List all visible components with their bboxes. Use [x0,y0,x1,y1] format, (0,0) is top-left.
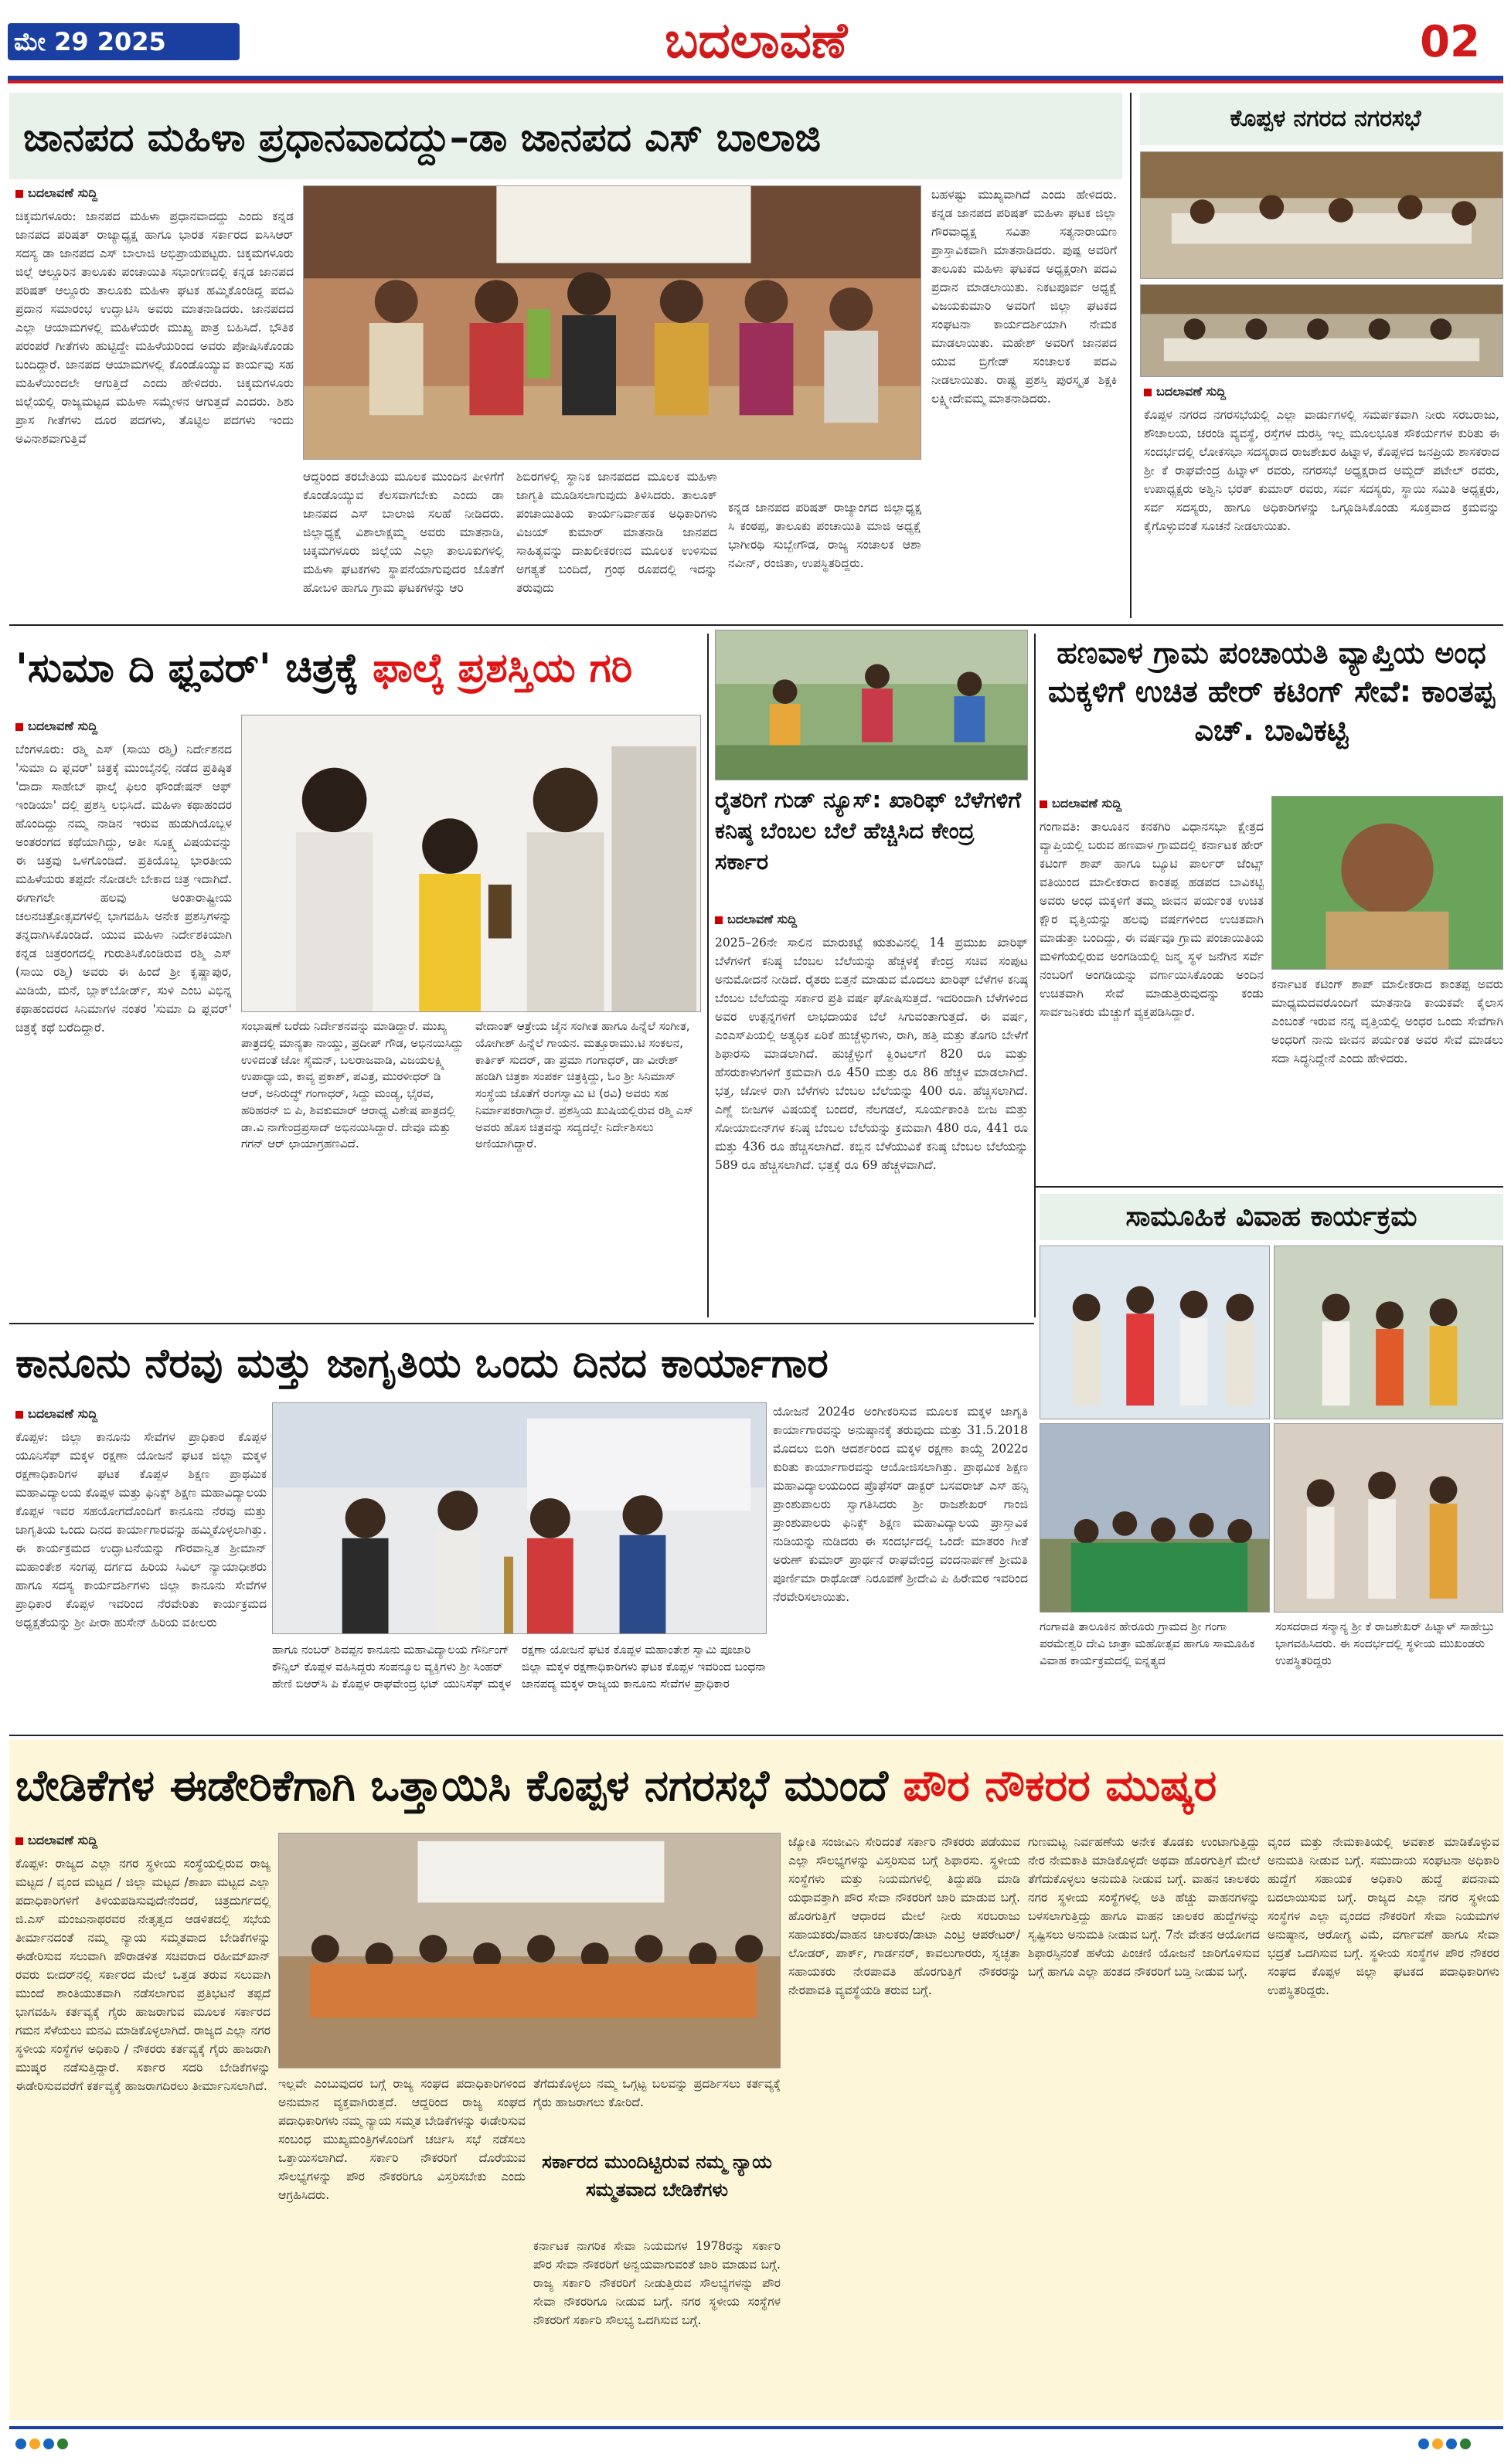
story1-bottom2: ಶಿಬಿರಗಳಲ್ಲಿ ಸ್ಥಾನಿಕ ಜಾನಪದದ ಮೂಲಕ ಮಹಿಳಾ ಜಾಗೃತಿ ಮೂಡಿಸಲಾಗುವುದು ತಿಳಿಸಿದರು. ತಾಲೂಕ್ ಪಂಚಾಯಿತಿಯ ಕಾರ್ಯನಿರ್ವಾಹಕ ಅಧಿಕಾರಿಗಳು ವಿಜಯ್ ಕುಮಾರ್ ಮಾತನಾಡಿ ಜಾನಪದ ಸಾಹಿತ್ಯವನ್ನು ದಾಖಲೀಕರಣದ ಮೂಲಕ ಉಳಿಸುವ ಅಗತ್ಯತೆ ಬಂದಿದೆ, ಗ್ರಂಥ ರೂಪದಲ್ಲಿ ಇದನ್ನು ತರುವುದು [516,470,717,596]
page-number: 02 [1420,17,1480,67]
story1-bottom1: ಆದ್ದರಿಂದ ತರಬೇತಿಯ ಮೂಲಕ ಮುಂದಿನ ಪೀಳಿಗೆಗೆ ಕೊಂಡೊಯ್ಯುವ ಕೆಲಸವಾಗಬೇಕು ಎಂದು ಡಾ ಜಾನಪದ ಎಸ್ ಬಾಲಾಜಿ ಸಲಹೆ ನೀಡಿದರು. ಜಿಲ್ಲಾಧ್ಯಕ್ಷೆ ವಿಶಾಲಾಕ್ಷಮ್ಮ ಅವರು ಮಾತನಾಡಿ, ಚಿಕ್ಕಮಗಳೂರು ಜಿಲ್ಲೆಯ ಎಲ್ಲಾ ತಾಲೂಕುಗಳಲ್ಲಿ ಮಹಿಳಾ ಘಟಕಗಳು ಸ್ಥಾಪನೆಯಾಗುವುದರ ಜೊತೆಗೆ ಹೋಬಳಿ ಹಾಗೂ ಗ್ರಾಮ ಘಟಕಗಳನ್ನು ಆರಿ [303,470,504,596]
story8-col4: ವೃಂದ ಮತ್ತು ನೇಮಕಾತಿಯಲ್ಲಿ ಅವಕಾಶ ಮಾಡಿಕೊಳ್ಳುವ ಅನುಮತಿ ನೀಡುವ ಬಗ್ಗೆ. ಸಮುದಾಯ ಸಂಘಟನಾ ಅಧಿಕಾರಿ ಹುದ್ದೆಗೆ ಸಹಾಯಕ ಅಧಿಕಾರಿ ಹುದ್ದೆ ಪದನಾಮ ಬದಲಾಯಿಸುವ ಬಗ್ಗೆ. ರಾಜ್ಯದ ಎಲ್ಲಾ ನಗರ ಸ್ಥಳೀಯ ಸಂಸ್ಥೆಗಳ ಎಲ್ಲಾ ವೃಂದದ ನೌಕರರಿಗೆ ಸೇವಾ ನಿಯಮಗಳ ಅನುಷ್ಠಾನ, ಆರೋಗ್ಯ ವಿಮೆ, ವರ್ಗಾವಣೆ ಹಾಗೂ ಸೇವಾ ಭದ್ರತೆ ಒದಗಿಸುವ ಬಗ್ಗೆ. ಸ್ಥಳೀಯ ಸಂಸ್ಥೆಗಳ ಪೌರ ನೌಕರರ ಸಂಘದ ಕೊಪ್ಪಳ ಜಿಲ್ಲಾ ಘಟಕದ ಪದಾಧಿಕಾರಿಗಳು ಉಪಸ್ಥಿತರಿದ್ದರು. [1268,1835,1499,1998]
story8-pull-quote: ಸರ್ಕಾರದ ಮುಂದಿಟ್ಟಿರುವ ನಮ್ಮ ನ್ಯಾಯ ಸಮ್ಮತವಾದ ಬೇಡಿಕೆಗಳು [542,2151,772,2201]
footer-dot [1418,2439,1429,2449]
story5-headline: ಹಣವಾಳ ಗ್ರಾಮ ಪಂಚಾಯತಿ ವ್ಯಾಪ್ತಿಯ ಅಂಧ ಮಕ್ಕಳಿಗೆ ಉಚಿತ ಹೇರ್ ಕಟಿಂಗ್ ಸೇವೆ: ಕಾಂತಪ್ಪ ಎಚ್. ಬಾವಿಕಟ್ಟಿ [1047,636,1495,747]
story3-byline: ಬದಲಾವಣೆ ಸುದ್ದಿ [15,719,232,739]
story3-col1: ಬೆಂಗಳೂರು: ರಶ್ಮಿ ಎಸ್ (ಸಾಯಿ ರಶ್ಮಿ) ನಿರ್ದೇಶನದ 'ಸುಮಾ ದಿ ಫ್ಲವರ್' ಚಿತ್ರಕ್ಕೆ ಮುಂಬೈನಲ್ಲಿ ನಡೆದ ಪ್ರತಿಷ್ಠಿತ 'ದಾದಾ ಸಾಹೇಬ್ ಫಾಲ್ಕೆ ಫಿಲಂ ಫೌಂಡೇಷನ್ ಆಫ್ ಇಂಡಿಯಾ' ದಲ್ಲಿ ಪ್ರಶಸ್ತಿ ಲಭಿಸಿದೆ. ಮಹಿಳಾ ಕಥಾಹಂದರ ಹೊಂದಿದ್ದು ನಮ್ಮ ನಾಡಿನ ಇರುವ ಹುಡುಗಿಯೊಬ್ಬಳ ಅಂತರಂಗದ ಕಥೆಯಾಗಿದ್ದು, ಅತೀ ಸೂಕ್ಷ್ಮ ವಿಷಯವನ್ನು ಈ ಚಿತ್ರವು ಒಳಗೊಂಡಿದೆ. ಪ್ರತಿಯೊಬ್ಬ ಭಾರತೀಯ ಮಹಿಳೆಯರು ತಪ್ಪದೇ ನೋಡಲೇ ಬೇಕಾದ ಚಿತ್ರ ಇದಾಗಿದೆ. ಈಗಾಗಲೇ ಹಲವು ಅಂತಾರಾಷ್ಟ್ರೀಯ ಚಲನಚಿತ್ರೋತ್ಸವಗಳಲ್ಲಿ ಭಾಗವಹಿಸಿ ಅನೇಕ ಪ್ರಶಸ್ತಿಗಳನ್ನು ತನ್ನದಾಗಿಸಿಕೊಂಡಿದೆ. ಯುವ ಮಹಿಳಾ ನಿರ್ದೇಶಕಿಯಾಗಿ ಕನ್ನಡ ಚಿತ್ರರಂಗದಲ್ಲಿ ಗುರುತಿಸಿಕೊಂಡಿರುವ ರಶ್ಮಿ ಎಸ್ (ಸಾಯಿ ರಶ್ಮಿ) ಅವರು ಈ ಹಿಂದೆ ಶ್ರೀ ಕೃಷ್ಣಾಪುರ, ಮಿಡಿಯೆ, ಮನೆ, ಬ್ಲಾಕ್‌ಬೋರ್ಡ್, ಸುಳಿ ಎಂಬ ವಿಭಿನ್ನ ಕಥಾಹಂದರದ ಸಿನಿಮಾಗಳ ನಂತರ 'ಸುಮಾ ದಿ ಫ್ಲವರ್' ಚಿತ್ರಕ್ಕೆ ಕಥೆ ಬರೆದಿದ್ದಾರೆ. [15,743,232,1035]
story8-col3: ಗುಣಮಟ್ಟ ನಿರ್ವಹಣೆಯ ಅನೇಕ ತೊಡಕು ಉಂಟಾಗುತ್ತಿದ್ದು ನೇರ ನೇಮಕಾತಿ ಮಾಡಿಕೊಳ್ಳದೇ ಅಥವಾ ಹೊರಗುತ್ತಿಗೆ ಮೇಲೆ ತೆಗೆದುಕೊಳ್ಳಲು ಅನುಮತಿ ನೀಡುವ ಬಗ್ಗೆ. ವಾಹನ ಚಾಲಕರು ನಗರ ಸ್ಥಳೀಯ ಸಂಸ್ಥೆಗಳಲ್ಲಿ ಅತಿ ಹೆಚ್ಚು ವಾಹನಗಳನ್ನು ಬಳಸಲಾಗುತ್ತಿದ್ದು ಹಾಗೂ ವಾಹನ ಚಾಲಕರ ಹುದ್ದೆಗಳನ್ನು ಸೃಷ್ಟಿಸಲು ಅನುಮತಿ ನೀಡುವ ಬಗ್ಗೆ. 7ನೇ ವೇತನ ಆಯೋಗದ ಶಿಫಾರಸ್ಸಿನಂತೆ ಹಳೆಯ ಪಿಂಚಣಿ ಯೋಜನೆ ಜಾರಿಗೊಳಿಸುವ ಬಗ್ಗೆ ಹಾಗೂ ಎಲ್ಲಾ ಹಂತದ ನೌಕರರಿಗೆ ಬಡ್ತಿ ನೀಡುವ ಬಗ್ಗೆ. [1028,1835,1260,1980]
story2-byline: ಬದಲಾವಣೆ ಸುದ್ದಿ [1144,384,1492,404]
footer-dot [1446,2439,1457,2449]
masthead-rule-red [8,80,1503,83]
story7-byline: ಬದಲಾವಣೆ ಸುದ್ದಿ [15,1406,263,1426]
story3-photo [241,715,701,1012]
story8-byline: ಬದಲಾವಣೆ ಸುದ್ದಿ [15,1833,271,1853]
story3-headline-accent: ಫಾಲ್ಕೆ ಪ್ರಶಸ್ತಿಯ ಗರಿ [373,645,633,692]
story1-byline: ಬದಲಾವಣೆ ಸುದ್ದಿ [15,185,294,206]
story2-body: ಕೊಪ್ಪಳ ನಗರದ ನಗರಸಭೆಯಲ್ಲಿ ಎಲ್ಲಾ ವಾರ್ಡುಗಳಲ್ಲಿ ಸಮರ್ಪಕವಾಗಿ ನೀರು ಸರಬರಾಜು, ಶೌಚಾಲಯ, ಚರಂಡಿ ವ್ಯವಸ್ಥೆ, ರಸ್ತೆಗಳ ದುರಸ್ತಿ ಇಲ್ಲ ಮೂಲಭೂತ ಸೌಕರ್ಯಗಳ ಕುರಿತು ಈ ಸಂದರ್ಭದಲ್ಲಿ ಲೋಕಸಭಾ ಸದಸ್ಯರಾದ ರಾಜಶೇಖರ ಹಿಟ್ನಾಳ, ಕೊಪ್ಪಳದ ಜನಪ್ರಿಯ ಶಾಸಕರಾದ ಶ್ರೀ ಕೆ ರಾಘವೇಂದ್ರ ಹಿಟ್ನಾಳ್ ರವರು, ನಗರಸಭೆ ಅಧ್ಯಕ್ಷರಾದ ಅಮ್ಜದ್ ಪಟೇಲ್ ರವರು, ಉಪಾಧ್ಯಕ್ಷರು ಅಶ್ವಿನಿ ಭರತ್ ಕುಮಾರ್ ರವರು, ಸರ್ವ ಸದಸ್ಯರು, ಸ್ಥಾಯಿ ಸಮಿತಿ ಅಧ್ಯಕ್ಷರು, ಸರ್ವ ಸದಸ್ಯರು, ಹಾಗೂ ಅಧಿಕಾರಿಗಳನ್ನು ಒಗ್ಗೂಡಿಸಿಕೊಂಡು ಸೂಕ್ತವಾದ ಕ್ರಮವನ್ನು ಕೈಗೊಳ್ಳುವಂತೆ ಸೂಚನೆ ನೀಡಲಾಯಿತು. [1144,408,1499,534]
story7-col2: ಯೋಜನೆ 2024ರ ಅಂಗೀಕರಿಸುವ ಮೂಲಕ ಮಕ್ಕಳ ಜಾಗೃತಿ ಕಾರ್ಯಾಗಾರವನ್ನು ಅನುಷ್ಠಾನಕ್ಕೆ ತರುವುದು ಮತ್ತು 31.5.2018 ಮೊದಲು ಬಿಂಗಿ ಆದರ್ಶರಿಂದ ಮಕ್ಕಳ ರಕ್ಷಣಾ ಕಾಯ್ದೆ 2022ರ ಕುರಿತು ಕಾರ್ಯಾಗಾರವನ್ನು ಆಯೋಜಿಸಲಾಗಿತ್ತು. ಪ್ರಾಥಮಿಕ ಶಿಕ್ಷಣ ಮಹಾವಿದ್ಯಾಲಯದಿಂದ ಪ್ರೊಫೆಸರ್ ಡಾಕ್ಟರ್ ಬಸವರಾಜ್ ಎಸ್ ಹನ್ಸಿ ಪ್ರಾಂಶುಪಾಲರು ಸ್ವಾಗತಿಸಿದರು ಶ್ರೀ ರಾಜಶೇಖರ್ ಗಾಂಜಿ ಪ್ರಾಂಶುಪಾಲರು ಫಿನಿಕ್ಸ್ ಶಿಕ್ಷಣ ಮಹಾವಿದ್ಯಾಲಯ ಪ್ರಾಸ್ತಾವಿಕ ನುಡಿಯನ್ನು ನುಡಿದರು ಈ ಸಂದರ್ಭದಲ್ಲಿ ಒಂದೇ ಮಾತರಂ ಗೀತೆ ಅರುಣ್ ಕುಮಾರ್ ಪ್ರಾರ್ಥನೆ ರಾಘವೇಂದ್ರ ವಂದನಾರ್ಪಣೆ ಶ್ರೀಮತಿ ಪೂರ್ಣಿಮಾ ರಾಥೋಡ್ ನಿರೂಪಣೆ ಶ್ರೀದೇವಿ ಪಿ ಹಿರೇಮಠ ಇವರಿಂದ ನೆರವೇರಿಸಲಾಯಿತು. [773,1405,1028,1605]
divider-v1 [1130,93,1132,618]
story6-caption-2: ಸಂಸದರಾದ ಸನ್ಮಾನ್ಯ ಶ್ರೀ ಕೆ ರಾಜಶೇಖರ್ ಹಿಟ್ನಾಳ್ ಸಾಹೇಬ್ರು ಭಾಗವಹಿಸಿದರು. ಈ ಸಂದರ್ಭದಲ್ಲಿ ಸ್ಥಳೀಯ ಮುಖಂಡರು ಉಪಸ್ಥಿತರಿದ್ದರು [1275,1619,1495,1667]
story4-photo [715,630,1028,780]
story6-photo-1 [1040,1246,1270,1419]
footer-dot [1432,2439,1443,2449]
divider-h4 [9,1735,1503,1736]
footer-dots-right [1418,2438,1511,2453]
footer-rule [9,2426,1503,2429]
story1-headline: ಜಾನಪದ ಮಹಿಳಾ ಪ್ರಧಾನವಾದದ್ದು–ಡಾ ಜಾನಪದ ಎಸ್ ಬಾಲಾಜಿ [23,115,822,160]
story3-col2: ಸಂಭಾಷಣೆ ಬರೆದು ನಿರ್ದೇಶನವನ್ನು ಮಾಡಿದ್ದಾರೆ. ಮುಖ್ಯ ಪಾತ್ರದಲ್ಲಿ ಮಾನ್ಯತಾ ನಾಯ್ಡು, ಪ್ರದೀಪ್ ಗೌಡ, ಅಭಿನಯಿಸಿದ್ದು ಉಳಿದಂತೆ ಜೋ ಸೈಮನ್, ಬಲರಾಜವಾಡಿ, ವಿಜಯಲಕ್ಷ್ಮಿ ಉಪಾಧ್ಯಾಯ, ಕಾವ್ಯ ಪ್ರಕಾಶ್, ಪವಿತ್ರ, ಮುರಳೀಧರ್ ಡಿ ಆರ್, ಅನಿರುದ್ಧ್ ಗಂಗಾಧರ್, ಸಿದ್ದು ಮಂಡ್ಯ, ಭೈರವ, ಹರಿಹರನ್ ಬಿ ಪಿ, ಶಿವಕುಮಾರ್ ಆರಾಧ್ಯ ವಿಶೇಷ ಪಾತ್ರದಲ್ಲಿ ಡಾ.ವಿ ನಾಗೇಂದ್ರಪ್ರಸಾದ್ ಅಭಿನಯಿಸಿದ್ದಾರೆ. ದೇವೂ ಮತ್ತು ಗಗನ್ ಆರ್ ಛಾಯಾಗ್ರಹಣವಿದೆ. [241,1019,464,1151]
story4-headline: ರೈತರಿಗೆ ಗುಡ್ ನ್ಯೂಸ್: ಖಾರಿಫ್ ಬೆಳೆಗಳಿಗೆ ಕನಿಷ್ಠ ಬೆಂಬಲ ಬೆಲೆ ಹೆಚ್ಚಿಸಿದ ಕೇಂದ್ರ ಸರ್ಕಾರ [715,787,1022,875]
divider-v2 [707,634,709,1317]
masthead-date: ಮೇ 29 2025 [14,27,166,56]
story6-caption-1: ಗಂಗಾವತಿ ತಾಲೂಕಿನ ಹೇರೂರು ಗ್ರಾಮದ ಶ್ರೀ ಗಂಗಾ ಪರಮೇಶ್ವರಿ ದೇವಿ ಜಾತ್ರಾ ಮಹೋತ್ಸವ ಹಾಗೂ ಸಾಮೂಹಿಕ ವಿವಾಹ ಕಾರ್ಯಕ್ರಮದಲ್ಲಿ ಐನ್ನತ್ಯದ [1040,1619,1255,1667]
story7-photo [272,1402,767,1634]
story2-headline: ಕೊಪ್ಪಳ ನಗರದ ನಗರಸಭೆ [1230,105,1421,132]
story4-byline: ಬದಲಾವಣೆ ಸುದ್ದಿ [715,912,1024,932]
masthead [0,0,1511,87]
story5-photo [1271,796,1503,970]
footer-dot [1460,2439,1471,2449]
story8-col1: ಕೊಪ್ಪಳ: ರಾಜ್ಯದ ಎಲ್ಲಾ ನಗರ ಸ್ಥಳೀಯ ಸಂಸ್ಥೆಯಲ್ಲಿರುವ ರಾಜ್ಯ ಮಟ್ಟದ / ವೃಂದ ಮಟ್ಟದ / ಜಿಲ್ಲಾ ಮಟ್ಟದ /ಶಾಖಾ ಮಟ್ಟದ ಎಲ್ಲಾ ಪದಾಧಿಕಾರಿಗಳಿಗೆ ತಿಳಿಯಪಡಿಸುವುದೇನೆಂದರೆ, ಚಿತ್ರದುರ್ಗದಲ್ಲಿ ಜಿ.ಎಸ್ ಮಂಜುನಾಥರವರ ನೇತೃತ್ವದ ಆಡಳಿತದಲ್ಲಿ ಸಭೆಯ ತೀರ್ಮಾನದಂತೆ ನಮ್ಮ ನ್ಯಾಯ ಸಮ್ಮತವಾದ ಬೇಡಿಕೆಗಳನ್ನು ಈಡೇರಿಸುವ ಸಲುವಾಗಿ ಪೌರಾಡಳಿತ ಸಚಿವರಾದ ರಹೀಮ್‌ಖಾನ್ ರವರು ಬೀದರ್‌ನಲ್ಲಿ ಸರ್ಕಾರದ ಮೇಲೆ ಒತ್ತಡ ತರುವ ಸಲುವಾಗಿ ಮುಂದೆ ಶಾಂತಿಯುತವಾಗಿ ನಡೆಸಲಾಗುವ ಪ್ರತಿಭಟನೆ ತಪ್ಪದೆ ಭಾಗವಹಿಸಿ ಕರ್ತವ್ಯಕ್ಕೆ ಗೈರು ಹಾಜರಾಗುವ ಮೂಲಕ ಸರ್ಕಾರದ ಗಮನ ಸೆಳೆಯಲು ಮನವಿ ಮಾಡಿಕೊಳ್ಳಲಾಗಿದೆ. ರಾಜ್ಯದ ಎಲ್ಲಾ ನಗರ ಸ್ಥಳೀಯ ಸಂಸ್ಥೆಗಳ ಅಧಿಕಾರಿ / ನೌಕರರು ಕರ್ತವ್ಯಕ್ಕೆ ಗೈರು ಹಾಜರಾಗಿ ಮುಷ್ಕರ ನಡೆಸುತ್ತಿದ್ದಾರೆ. ಸರ್ಕಾರ ಸದರಿ ಬೇಡಿಕೆಗಳನ್ನು ಈಡೇರಿಸುವವರೆಗೆ ಕರ್ತವ್ಯಕ್ಕೆ ಹಾಜರಾಗದಿರಲು ತೀರ್ಮಾನಿಸಲಾಗಿದೆ. [15,1857,271,2094]
story5-body: ಗಂಗಾವತಿ: ತಾಲೂಕಿನ ಕನಕಗಿರಿ ವಿಧಾನಸಭಾ ಕ್ಷೇತ್ರದ ವ್ಯಾಪ್ತಿಯಲ್ಲಿ ಬರುವ ಹಣವಾಳ ಗ್ರಾಮದಲ್ಲಿ ಕರ್ನಾಟಕ ಹೇರ್ ಕಟಿಂಗ್ ಶಾಪ್ ಹಾಗೂ ಬ್ಯೂಟಿ ಪಾರ್ಲರ್ ಜೆಂಟ್ಸ್ ವತಿಯಿಂದ ಮಾಲೀಕರಾದ ಕಾಂತಪ್ಪ ಹಡಪದ ಬಾವಿಕಟ್ಟಿ ಅವರು ಅಂಧ ಮಕ್ಕಳಿಗೆ ತಮ್ಮ ಜೀವನ ಪರ್ಯಂತ ಉಚಿತ ಕ್ಷೌರ ವೃತ್ತಿಯನ್ನು ಹಲವು ವರ್ಷಗಳಿಂದ ಉಚಿತವಾಗಿ ಮಾಡುತ್ತಾ ಬಂದಿದ್ದು, ಈ ವರ್ಷವೂ ಗ್ರಾಮ ಪಂಚಾಯಿತಿಯ ಮಳಿಗೆಯಲ್ಲಿರುವ ಅಂಗಡಿಯಲ್ಲಿ ಜನ್ಮ ಸ್ಥಳ ಜನೆಗಿನ ಸರ್ವೆ ನಂಬರಿಗೆ ಅಂಗಡಿಯನ್ನು ವರ್ಗಾಯಿಸಿಕೊಂಡು ಅಂದಿನ ಉಚಿತವಾಗಿ ಸೇವೆ ಮಾಡುತ್ತಿರುವುದನ್ನು ಕಂಡು ಸಾರ್ವಜನಿಕರು ಮೆಚ್ಚುಗೆ ವ್ಯಕ್ತಪಡಿಸಿದ್ದಾರೆ. [1040,820,1264,1020]
story4-body: 2025–26ನೇ ಸಾಲಿನ ಮಾರುಕಟ್ಟೆ ಋತುವಿನಲ್ಲಿ 14 ಪ್ರಮುಖ ಖಾರಿಫ್ ಬೆಳೆಗಳಿಗೆ ಕನಿಷ್ಠ ಬೆಂಬಲ ಬೆಲೆಯನ್ನು ಹೆಚ್ಚಳಕ್ಕೆ ಕೇಂದ್ರ ಸಚಿವ ಸಂಪುಟ ಅನುಮೋದನೆ ನೀಡಿದೆ. ರೈತರು ಬಿತ್ತನೆ ಮಾಡುವ ಮೊದಲು ಖಾರಿಫ್ ಬೆಳೆಗಳ ಕನಿಷ್ಠ ಬೆಂಬಲ ಬೆಲೆಯನ್ನು ಸರ್ಕಾರ ಪ್ರತಿ ವರ್ಷ ಘೋಷಿಸುತ್ತದೆ. ಇದರಿಂದಾಗಿ ಬೆಳೆಗಳಿಂದ ಅವರ ಉತ್ಪನ್ನಗಳಿಗೆ ಲಾಭದಾಯಕ ಬೆಲೆ ಸಿಗುವಂತಾಗುತ್ತದೆ. ಈ ವರ್ಷ, ಎಂಎಸ್‌ಪಿಯಲ್ಲಿ ಅತ್ಯಧಿಕ ಏರಿಕೆ ಹುಚ್ಚೆಳ್ಳುಗಳು, ರಾಗಿ, ಹತ್ತಿ ಮತ್ತು ತೊಗರಿ ಬೇಳೆಗೆ ಶಿಫಾರಸು ಮಾಡಲಾಗಿದೆ. ಹುಚ್ಚೆಳ್ಳುಗೆ ಕ್ವಿಂಟಲ್‌ಗೆ 820 ರೂ ಮತ್ತು ಹೆಸರುಕಾಳುಗಳಿಗೆ ಕ್ರಮವಾಗಿ ರೂ 450 ಮತ್ತು ರೂ 86 ಹೆಚ್ಚಳ ಮಾಡಲಾಗಿದೆ. ಭತ್ತ, ಜೋಳ ರಾಗಿ ಬೆಳೆಗಳು ಬೆಂಬಲ ಬೆಲೆಯನ್ನು 400 ರೂ. ಹೆಚ್ಚಿಸಲಾಗಿದೆ. ಎಣ್ಣೆ ಬೀಜಗಳ ವಿಷಯಕ್ಕೆ ಬಂದರೆ, ನೆಲಗಡಲೆ, ಸೂರ್ಯಕಾಂತಿ ಬೀಜ ಮತ್ತು ಸೋಯಾಬೀನ್‌ಗಳ ಕನಿಷ್ಠ ಬೆಂಬಲ ಬೆಲೆಯನ್ನು ಕ್ರಮವಾಗಿ 480 ರೂ, 441 ರೂ ಮತ್ತು 436 ರೂ ಹೆಚ್ಚಿಸಲಾಗಿದೆ. ಕಬ್ಬಿನ ಬೆಳೆಯುವಿಕೆ ಕನಿಷ್ಠ ಬೆಂಬಲ ಬೆಲೆಯನ್ನು 589 ರೂ ಹೆಚ್ಚಿಸಲಾಗಿದೆ. ಭತ್ತಕ್ಕೆ ರೂ 69 ಹೆಚ್ಚಳವಾಗಿದೆ. [715,936,1028,1173]
footer-dot [15,2439,26,2449]
story8-bottom3: ಕರ್ನಾಟಕ ನಾಗರಿಕ ಸೇವಾ ನಿಯಮಗಳ 1978ರನ್ನು ಸರ್ಕಾರಿ ಪೌರ ಸೇವಾ ನೌಕರರಿಗೆ ಅನ್ವಯವಾಗುವಂತೆ ಜಾರಿ ಮಾಡುವ ಬಗ್ಗೆ. ರಾಜ್ಯ ಸರ್ಕಾರಿ ನೌಕರರಿಗೆ ನೀಡುತ್ತಿರುವ ಸೌಲಭ್ಯಗಳನ್ನು ಪೌರ ಸೇವಾ ನೌಕರರಿಗೂ ನೀಡುವ ಬಗ್ಗೆ. ನಗರ ಸ್ಥಳೀಯ ಸಂಸ್ಥೆಗಳ ನೌಕರರಿಗೆ ಸರ್ಕಾರಿ ಸೌಲಭ್ಯ ಒದಗಿಸುವ ಬಗ್ಗೆ. [533,2239,781,2328]
story8-bottom2: ತೆಗೆದುಕೊಳ್ಳಲು ನಮ್ಮ ಒಗ್ಗಟ್ಟ ಬಲವನ್ನು ಪ್ರದರ್ಶಿಸಲು ಕರ್ತವ್ಯಕ್ಕೆ ಗೈರು ಹಾಜರಾಗಲು ಕೋರಿದೆ. [533,2077,781,2110]
story7-col1: ಕೊಪ್ಪಳ: ಜಿಲ್ಲಾ ಕಾನೂನು ಸೇವೆಗಳ ಪ್ರಾಧಿಕಾರ ಕೊಪ್ಪಳ ಯೂನಿಸೆಫ್ ಮಕ್ಕಳ ರಕ್ಷಣಾ ಯೋಜನೆ ಘಟಕ ಜಿಲ್ಲಾ ಮಕ್ಕಳ ರಕ್ಷಣಾಧಿಕಾರಿಗಳ ಘಟಕ ಕೊಪ್ಪಳ ಶಿಕ್ಷಣ ಪ್ರಾಥಮಿಕ ಮಹಾವಿದ್ಯಾಲಯ ಕೊಪ್ಪಳ ಮತ್ತು ಫಿನಿಕ್ಸ್ ಶಿಕ್ಷಣ ಮಹಾವಿದ್ಯಾಲಯ ಕೊಪ್ಪಳ ಇವರ ಸಹಯೋಗದೊಂದಿಗೆ ಕಾನೂನು ನೆರವು ಮತ್ತು ಜಾಗೃತಿಯ ಒಂದು ದಿನದ ಕಾರ್ಯಾಗಾರವನ್ನು ಹಮ್ಮಿಕೊಳ್ಳಲಾಗಿತ್ತು. ಈ ಕಾರ್ಯಕ್ರಮದ ಉದ್ಘಾಟನೆಯನ್ನು ಗೌರವಾನ್ವಿತ ಶ್ರೀಮಾನ್ ಮಹಾಂತೇಶ ಸಂಗಪ್ಪ ದರ್ಗದ ಹಿರಿಯ ಸಿವಿಲ್ ನ್ಯಾಯಾಧೀಶರು ಹಾಗೂ ಸದಸ್ಯ ಕಾರ್ಯದರ್ಶಿಗಳು ಜಿಲ್ಲಾ ಕಾನೂನು ಸೇವೆಗಳ ಪ್ರಾಧಿಕಾರ ಕೊಪ್ಪಳ ಇವರಿಂದ ನೆರವೇರಿತು ಕಾರ್ಯಕ್ರಮದ ಅಧ್ಯಕ್ಷತೆಯನ್ನು ಶ್ರೀ ಪೀರಾ ಹುಸೇನ್ ಹಿರಿಯ ವಕೀಲರು [15,1430,267,1630]
story3-headline [15,634,696,703]
story7-bottom2: ರಕ್ಷಣಾ ಯೋಜನೆ ಘಟಕ ಕೊಪ್ಪಳ ಮಹಾಂತೇಶ ಸ್ವಾಮಿ ಪೂಜಾರಿ ಜಿಲ್ಲಾ ಮಕ್ಕಳ ರಕ್ಷಣಾಧಿಕಾರಿಗಳು ಘಟಕ ಕೊಪ್ಪಳ ಇವರಿಂದ ಬಂಧನಾ ಜಾನಪದ್ಯ ಮಕ್ಕಳ ರಾಜ್ಯಯ ಕಾನೂನು ಸೇವೆಗಳ ಪ್ರಾಧಿಕಾರ [522,1643,766,1691]
divider-h1 [9,624,1503,626]
story8-col2: ಜ್ಯೋತಿ ಸಂಜೀವಿನಿ ಸೇರಿದಂತೆ ಸರ್ಕಾರಿ ನೌಕರರು ಪಡೆಯುವ ಎಲ್ಲಾ ಸೌಲಭ್ಯಗಳನ್ನು ವಿಸ್ತರಿಸುವ ಬಗ್ಗೆ ಶಿಫಾರಸು. ಸ್ಥಳೀಯ ಸಂಸ್ಥೆಗಳು ಮತ್ತು ನಿಯಮಗಳಲ್ಲಿ ತಿದ್ದುಪಡಿ ಮಾಡಿ ಯಥಾವತ್ತಾಗಿ ಪೌರ ಸೇವಾ ನೌಕರರಿಗೆ ಜಾರಿ ಮಾಡುವ ಬಗ್ಗೆ. ಹೊರಗುತ್ತಿಗೆ ಆಧಾರದ ಮೇಲೆ ನೀರು ಸರಬರಾಜು ಸಹಾಯಕರು/ವಾಹನ ಚಾಲಕರು/ಡಾಟಾ ಎಂಟ್ರಿ ಆಪರೇಟರ್/ ಲೋಡರ್, ಪಾರ್ಕ್, ಗಾರ್ಡನರ್, ಕಾವಲುಗಾರರು, ಸ್ವಚ್ಛತಾ ಸಹಾಯಕರು ನೇರಪಾವತಿ ಹೊರಗುತ್ತಿಗೆ ನೌಕರರನ್ನು ನೇರಪಾವತಿ ವ್ಯವಸ್ಥೆಯಡಿ ತರುವ ಬಗ್ಗೆ. [788,1835,1020,1998]
story6-headline: ಸಾಮೂಹಿಕ ವಿವಾಹ ಕಾರ್ಯಕ್ರಮ [1125,1201,1417,1232]
story5-caption: ಕರ್ನಾಟಕ ಕಟಿಂಗ್ ಶಾಪ್ ಮಾಲೀಕರಾದ ಕಾಂತಪ್ಪ ಅವರು ಮಾಧ್ಯಮದವರೊಂದಿಗೆ ಮಾತನಾಡಿ ಕಾಯಕವೇ ಕೈಲಾಸ ಎಂಬಂತೆ ಇರುವ ನನ್ನ ವೃತ್ತಿಯಲ್ಲಿ ಅಂಧರ ಒಂದು ಸೇವೆಗಾಗಿ ಅಂಧರಿಗೆ ನಾನು ಜೀವನ ಪರ್ಯಂತ ಅವರ ಸೇವೆ ಮಾಡಲು ಸದಾ ಸಿದ್ಧನಿದ್ದೇನೆ ಎಂದು ಹೇಳಿದರು. [1271,977,1503,1066]
story8-photo [278,1833,781,2068]
story8-headline-prefix: ಬೇಡಿಕೆಗಳ ಈಡೇರಿಕೆಗಾಗಿ ಒತ್ತಾಯಿಸಿ ಕೊಪ್ಪಳ ನಗರಸಭೆ ಮುಂದೆ [15,1761,904,1811]
footer-dot [29,2439,40,2449]
footer-dot [57,2439,68,2449]
story2-photo-bottom [1140,284,1503,377]
masthead-title: ಬದಲಾವಣೆ [665,12,848,70]
story1-col2: ಬಹಳಷ್ಟು ಮುಖ್ಯವಾಗಿದೆ ಎಂದು ಹೇಳಿದರು. ಕನ್ನಡ ಜಾನಪದ ಪರಿಷತ್ ಮಹಿಳಾ ಘಟಕ ಜಿಲ್ಲಾ ಗೌರವಾಧ್ಯಕ್ಷ ಸವಿತಾ ಸತ್ಯನಾರಾಯಣ ಪ್ರಾಸ್ತಾವಿಕವಾಗಿ ಮಾತನಾಡಿದರು. ಪುಷ್ಪ ಅವರಿಗೆ ತಾಲೂಕು ಮಹಿಳಾ ಘಟಕದ ಅಧ್ಯಕ್ಷರಾಗಿ ಪದವಿ ಪ್ರದಾನ ಮಾಡಲಾಯಿತು. ನಿಕಟಪೂರ್ವ ಅಧ್ಯಕ್ಷೆ ವಿಜಯಕುಮಾರಿ ಅವರಿಗೆ ಜಿಲ್ಲಾ ಘಟಕದ ಸಂಘಟನಾ ಕಾರ್ಯದರ್ಶಿಯಾಗಿ ನೇಮಕ ಮಾಡಲಾಯಿತು. ಮಹೇಶ್ ಅವರಿಗೆ ಜಾನಪದ ಯುವ ಬ್ರಿಗೇಡ್ ಸಂಚಾಲಕ ಪದವಿ ನೀಡಲಾಯಿತು. ರಾಷ್ಟ್ರ ಪ್ರಶಸ್ತಿ ಪುರಸ್ಕೃತ ಶಿಕ್ಷಕಿ ಲಕ್ಷ್ಮೀದೇವಮ್ಮ ಮಾತನಾಡಿದರು. [931,188,1117,406]
story6-photo-4 [1274,1423,1503,1613]
divider-h2 [1034,1186,1503,1188]
story7-headline: ಕಾನೂನು ನೆರವು ಮತ್ತು ಜಾಗೃತಿಯ ಒಂದು ದಿನದ ಕಾರ್ಯಾಗಾರ [15,1341,829,1387]
divider-h3 [9,1323,1034,1324]
story2-photo-top [1140,151,1503,279]
story1-photo [303,185,921,460]
story6-photo-2 [1274,1246,1503,1419]
story8-bottom1: ಇಲ್ಲವೇ ಎಂಬುವುದರ ಬಗ್ಗೆ ರಾಜ್ಯ ಸಂಘದ ಪದಾಧಿಕಾರಿಗಳಿಂದ ಅನುಮಾನ ವ್ಯಕ್ತವಾಗಿರುತ್ತದೆ. ಆದ್ದರಿಂದ ರಾಜ್ಯ ಸಂಘದ ಪದಾಧಿಕಾರಿಗಳು ನಮ್ಮ ನ್ಯಾಯ ಸಮ್ಮತ ಬೇಡಿಕೆಗಳನ್ನು ಈಡೇರಿಸುವ ಸಂಬಂಧ ಮುಖ್ಯಮಂತ್ರಿಗಳೊಂದಿಗೆ ಚರ್ಚಿಸಿ ಸಭೆ ನಡೆಸಲು ಒತ್ತಾಯಿಸಲಾಗಿದೆ. ಸರ್ಕಾರಿ ನೌಕರರಿಗೆ ದೊರೆಯುವ ಸೌಲಭ್ಯಗಳನ್ನು ಪೌರ ನೌಕರರಿಗೂ ವಿಸ್ತರಿಸಬೇಕು ಎಂದು ಆಗ್ರಹಿಸಿದರು. [278,2077,526,2203]
story5-byline: ಬದಲಾವಣೆ ಸುದ್ದಿ [1040,796,1264,816]
story6-photo-3 [1040,1423,1270,1613]
footer-dots-left [15,2438,108,2453]
story1-col1: ಚಿಕ್ಕಮಗಳೂರು: ಜಾನಪದ ಮಹಿಳಾ ಪ್ರಧಾನವಾದದ್ದು ಎಂದು ಕನ್ನಡ ಜಾನಪದ ಪರಿಷತ್ ರಾಜ್ಯಾಧ್ಯಕ್ಷ ಹಾಗೂ ಭಾರತ ಸರ್ಕಾರದ ಐಸಿಸಿಆರ್ ಸದಸ್ಯ ಡಾ ಜಾನಪದ ಎಸ್ ಬಾಲಾಜಿ ಅಭಿಪ್ರಾಯಪಟ್ಟರು. ಚಿಕ್ಕಮಗಳೂರು ಜಿಲ್ಲೆ ಆಲ್ದೂರಿನ ತಾಲೂಕು ಪಂಚಾಯಿತಿ ಸಭಾಂಗಣದಲ್ಲಿ ಕನ್ನಡ ಜಾನಪದ ಪರಿಷತ್ ಆಲ್ದೂರು ತಾಲೂಕು ಮಹಿಳಾ ಘಟಕ ಹಮ್ಮಿಕೊಂಡಿದ್ದ ಪದವಿ ಪ್ರದಾನ ಸಮಾರಂಭ ಉದ್ಘಾಟಿಸಿ ಅವರು ಮಾತನಾಡಿದರು. ಜಾನಪದದ ಎಲ್ಲಾ ಆಯಾಮಗಳಲ್ಲಿ ಮಹಿಳೆಯರೇ ಮುಖ್ಯ ಪಾತ್ರ ಬಹಿಸಿದೆ. ಭೌತಿಕ ಪರಂಪರೆ ಗೀತೆಗಳು ಹುಟ್ಟಿದ್ದೇ ಮಹಿಳೆಯರಿಂದ ಅವರು ಪೋಷಿಸಿಕೊಂಡು ಬಂದಿದ್ದಾರೆ. ಜಾನಪದ ಆಯಾಮಗಳಲ್ಲಿ ಕೊಂಡೊಯ್ಯುವ ಕಾರ್ಯವು ಸಹ ಮಹಿಳೆಯಿಂದಲೇ ಆಗುತ್ತಿದೆ ಎಂದು ಹೇಳಿದರು. ಚಿಕ್ಕಮಗಳೂರು ಜಿಲ್ಲೆಯಲ್ಲಿ ರಾಜ್ಯಮಟ್ಟದ ಮಹಿಳಾ ಸಮ್ಮೇಳನ ಆಗುತ್ತದೆ ಎಂದರು. ಶಿಶು ಪ್ರಾಸ ಗೀತೆಗಳು ದೂರ ಪದಗಳು, ತೊಟ್ಟಿಲ ಪದಗಳು ಇಂದು ಅವಿನಾಶವಾಗುತ್ತಿವೆ [15,209,294,447]
story7-bottom1: ಹಾಗೂ ನಂಬರ್ ಶಿವಪ್ಪನ ಕಾನೂನು ಮಹಾವಿದ್ಯಾಲಯ ಗೌರ್ನಿಂಗ್ ಕೌನ್ಸಿಲ್ ಕೊಪ್ಪಳ ವಹಿಸಿದ್ದರು ಸಂಪನ್ಮೂಲ ವ್ಯಕ್ತಿಗಳು ಶ್ರೀ ಸಿಂಹರ್ ಹೇಣಿ ಬಿಆರ್‌ಸಿ ಪಿ ಕೊಪ್ಪಳ ರಾಘವೇಂದ್ರ ಭಟ್ ಯುನಿಸೆಫ್ ಮಕ್ಕಳ [272,1643,512,1691]
story3-headline-prefix: 'ಸುಮಾ ದಿ ಫ್ಲವರ್' ಚಿತ್ರಕ್ಕೆ [15,645,373,692]
footer-dot [43,2439,54,2449]
story3-col3: ವೇದಾಂತ್ ಆತ್ರೇಯ ಜೈನ ಸಂಗೀತ ಹಾಗೂ ಹಿನ್ನೆಲೆ ಸಂಗೀತ, ಯೋಗೀಶ್ ಹಿನ್ನೆಲೆ ಗಾಯನ. ಮತ್ತೂರಾಮು.ಟಿ ಸಂಕಲನ, ಕಾರ್ತಿಕ್ ಸುದರ್, ಡಾ ಪ್ರಮಾ ಗಂಗಾಧರ್, ಡಾ ವೀರೇಶ್ ಹಂಡಿಗಿ ಚಿತ್ರಕಾ ಸಂಪರ್ಕ ಚಿತ್ರಕ್ಕಿದ್ದು, ಓಂ ಶ್ರೀ ಸಿನಿಮಾಸ್ ಸಂಸ್ಥೆಯ ಜೊತೆಗೆ ರಂಗಸ್ವಾಮಿ ಟಿ (ರವಿ) ಅವರು ಸಹ ನಿರ್ಮಾಪಕರಾಗಿದ್ದಾರೆ. ಪ್ರಶಸ್ತಿಯ ಖುಷಿಯಲ್ಲಿರುವ ರಶ್ಮಿ ಎಸ್ ಅವರು ಹೊಸ ಚಿತ್ರವನ್ನು ಸದ್ಯದಲ್ಲೇ ನಿರ್ದೇಶಿಸಲು ಅಣಿಯಾಗಿದ್ದಾರೆ. [475,1019,694,1151]
story1-bottom3: ಕನ್ನಡ ಜಾನಪದ ಪರಿಷತ್ ರಾಜ್ಯಾಂಗದ ಜಿಲ್ಲಾಧ್ಯಕ್ಷ ಸಿ ಕಂಠಪ್ಪ, ತಾಲೂಕು ಪಂಚಾಯಿತಿ ಮಾಜಿ ಅಧ್ಯಕ್ಷೆ ಭಾಗೀರಥಿ ಸುಬ್ಬೇಗೌಡ, ರಾಜ್ಯ ಸಂಚಾಲಕ ಆಶಾ ನವೀನ್, ರಂಜಿತಾ, ಉಪಸ್ಥಿತರಿದ್ದರು. [728,501,921,571]
story8-headline [15,1748,1499,1825]
divider-v3 [1034,634,1036,1317]
story8-headline-accent: ಪೌರ ನೌಕರರ ಮುಷ್ಕರ [903,1761,1217,1811]
